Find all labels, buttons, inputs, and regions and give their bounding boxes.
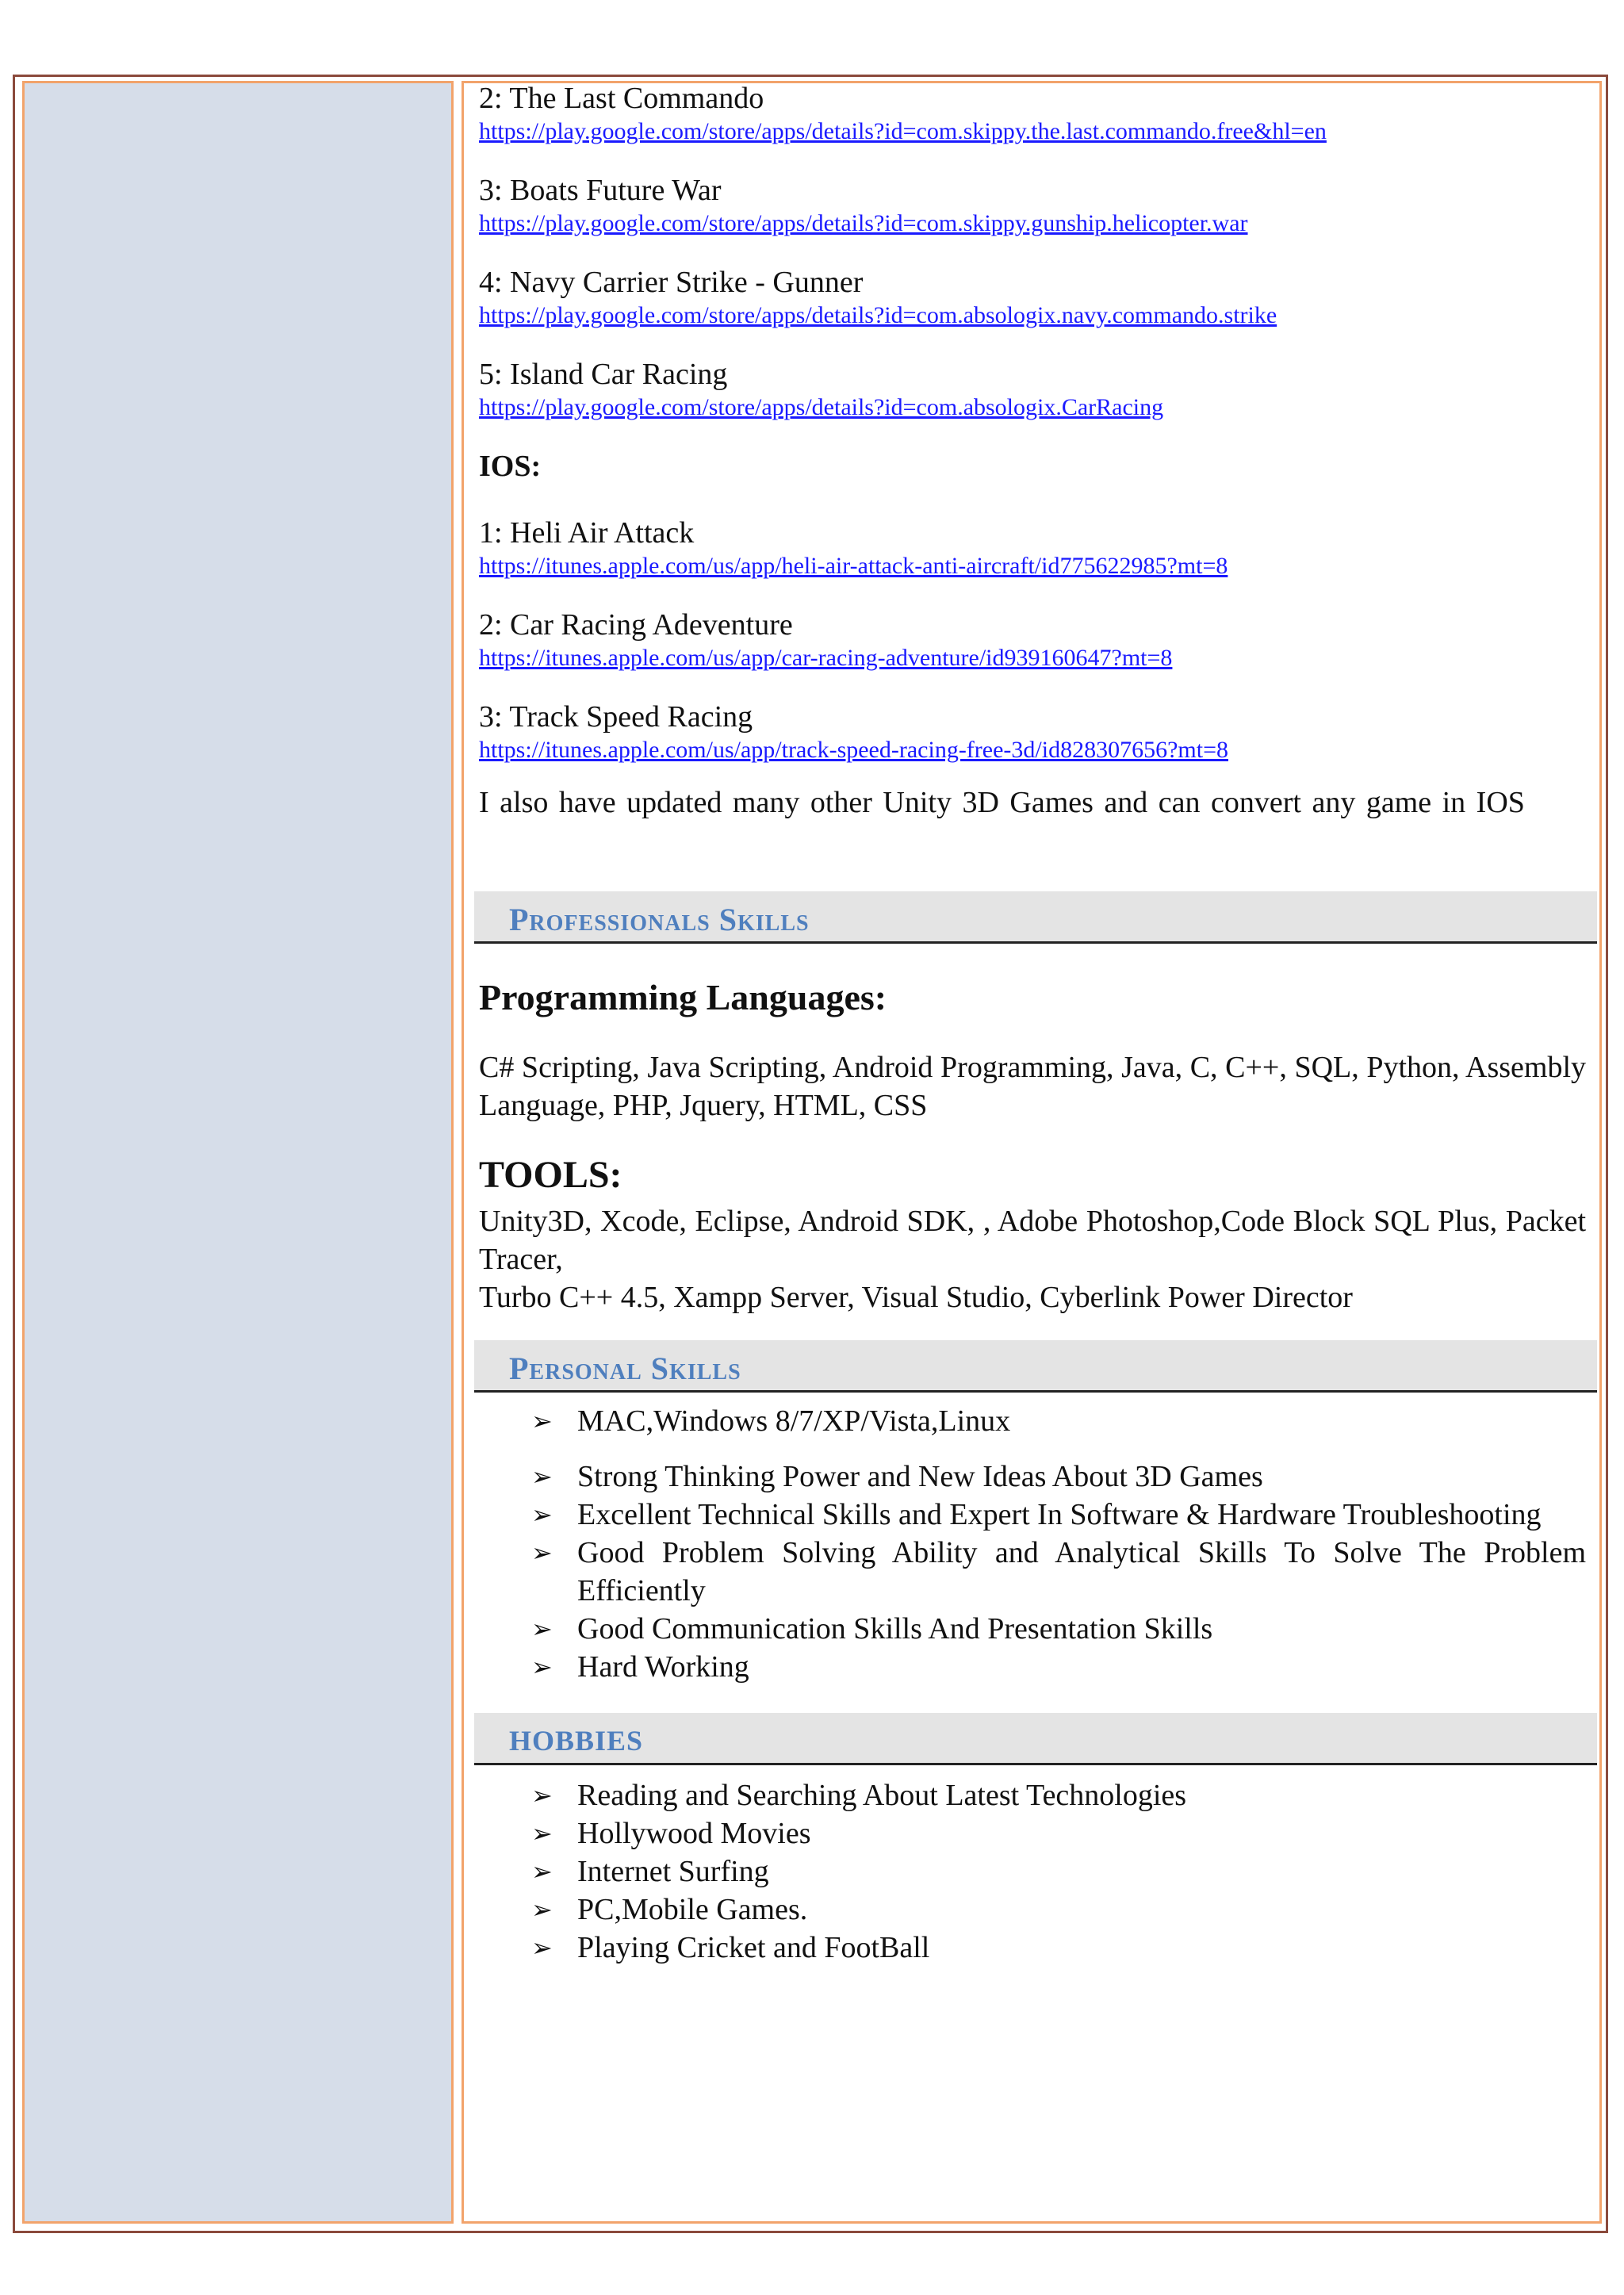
list-item: ➢ MAC,Windows 8/7/XP/Vista,Linux [531,1402,1586,1440]
arrow-bullet-icon: ➢ [531,1538,553,1568]
section-title: Personal Skills [509,1351,741,1386]
hobbies-header [474,1713,1597,1765]
game-link[interactable]: https://itunes.apple.com/us/app/car-racing-adventure/id939160647?mt=8 [479,645,1173,671]
list-item: ➢ Hollywood Movies [531,1814,1586,1852]
programming-languages-text: C# Scripting, Java Scripting, Android Programming, Java, C, C++, SQL, Python, Assembly Language, PHP, Jquery, HTML, CSS [479,1051,1586,1122]
list-item: ➢ Good Communication Skills And Presentation Skills [531,1610,1586,1648]
tools-text: Unity3D, Xcode, Eclipse, Android SDK, , Adobe Photoshop,Code Block SQL Plus, Packet Tracer, [479,1205,1586,1276]
list-item: ➢ Internet Surfing [531,1852,1586,1891]
list-item: ➢ Excellent Technical Skills and Expert In Software & Hardware Troubleshooting [531,1496,1586,1534]
section-title: Professionals Skills [509,902,810,937]
list-item: ➢ Reading and Searching About Latest Technologies [531,1776,1586,1814]
game-link[interactable]: https://itunes.apple.com/us/app/track-speed-racing-free-3d/id828307656?mt=8 [479,737,1228,763]
game-title: 3: Boats Future War [479,174,722,207]
section-title: HOBBIES [509,1725,644,1757]
unity-note: I also have updated many other Unity 3D Games and can convert any game in IOS [479,786,1525,819]
personal-skills-list [479,1402,1586,1686]
list-item: ➢ Hard Working [531,1648,1586,1686]
left-sidebar [22,81,454,2224]
arrow-bullet-icon: ➢ [531,1406,553,1436]
game-link[interactable]: https://itunes.apple.com/us/app/heli-air-attack-anti-aircraft/id775622985?mt=8 [479,553,1228,579]
game-link[interactable]: https://play.google.com/store/apps/details?id=com.absologix.CarRacing [479,394,1164,420]
tools-heading: TOOLS: [479,1154,622,1196]
ios-heading: IOS: [479,450,542,483]
game-link[interactable]: https://play.google.com/store/apps/details?id=com.skippy.the.last.commando.free&hl=en [479,118,1327,144]
list-item: ➢ PC,Mobile Games. [531,1891,1586,1929]
list-item: ➢ Strong Thinking Power and New Ideas About 3D Games [531,1458,1586,1496]
arrow-bullet-icon: ➢ [531,1780,553,1810]
professional-skills-header [474,891,1597,944]
game-title: 3: Track Speed Racing [479,700,753,734]
ios-game-list [479,514,1586,764]
hobbies-list [479,1776,1586,1967]
arrow-bullet-icon: ➢ [531,1462,553,1492]
game-title: 5: Island Car Racing [479,358,728,391]
tools-text-2: Turbo C++ 4.5, Xampp Server, Visual Studio, Cyberlink Power Director [479,1281,1353,1314]
arrow-bullet-icon: ➢ [531,1614,553,1644]
resume-content [479,79,1586,1967]
list-item: ➢ Good Problem Solving Ability and Analytical Skills To Solve The Problem Efficiently [531,1534,1586,1610]
android-game-list [479,79,1586,422]
game-link[interactable]: https://play.google.com/store/apps/details?id=com.skippy.gunship.helicopter.war [479,210,1248,236]
game-title: 4: Navy Carrier Strike - Gunner [479,266,864,299]
game-title: 1: Heli Air Attack [479,516,695,550]
arrow-bullet-icon: ➢ [531,1856,553,1887]
arrow-bullet-icon: ➢ [531,1818,553,1849]
game-title: 2: Car Racing Adeventure [479,608,793,642]
arrow-bullet-icon: ➢ [531,1933,553,1963]
list-item: ➢ Playing Cricket and FootBall [531,1929,1586,1967]
arrow-bullet-icon: ➢ [531,1652,553,1682]
game-title: 2: The Last Commando [479,82,764,115]
arrow-bullet-icon: ➢ [531,1500,553,1530]
programming-languages-heading: Programming Languages: [479,977,887,1017]
arrow-bullet-icon: ➢ [531,1895,553,1925]
personal-skills-header [474,1340,1597,1393]
game-link[interactable]: https://play.google.com/store/apps/details?id=com.absologix.navy.commando.strike [479,302,1277,328]
